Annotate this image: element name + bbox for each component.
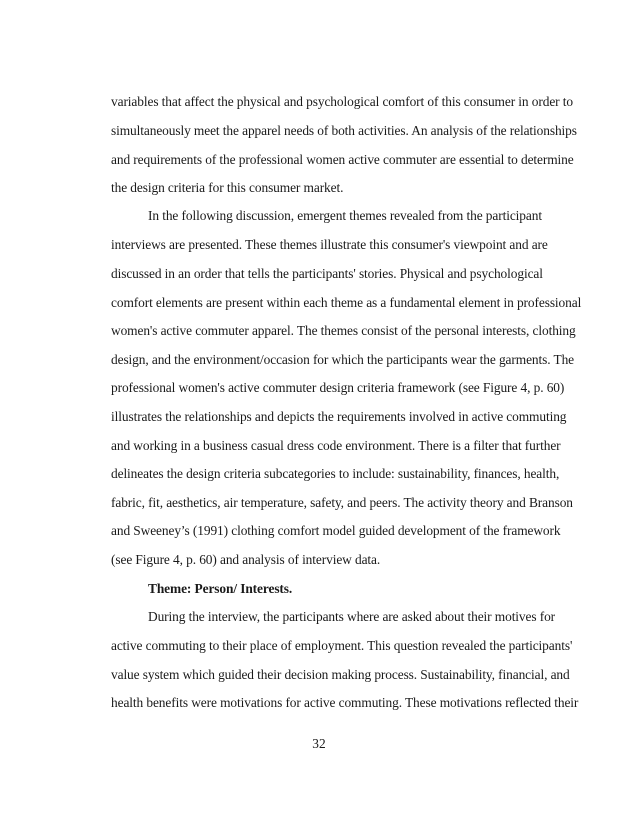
body-text-line: health benefits were motivations for active commuting. These motivations reflected their bbox=[111, 695, 579, 710]
body-text-line: interviews are presented. These themes illustrate this consumer's viewpoint and are bbox=[111, 237, 548, 252]
page-number: 32 bbox=[312, 736, 326, 751]
body-text-line: and working in a business casual dress code environment. There is a filter that further bbox=[111, 438, 561, 453]
body-text-line: delineates the design criteria subcategories to include: sustainability, finances, health, bbox=[111, 466, 560, 481]
body-text-line: In the following discussion, emergent themes revealed from the participant bbox=[148, 208, 542, 223]
body-text-line: and requirements of the professional women active commuter are essential to determine bbox=[111, 152, 574, 167]
body-text-line: discussed in an order that tells the participants' stories. Physical and psychological bbox=[111, 266, 543, 281]
body-text-line: active commuting to their place of employment. This question revealed the participants' bbox=[111, 638, 573, 653]
body-text-line: the design criteria for this consumer market. bbox=[111, 180, 344, 195]
body-text-line: and Sweeney’s (1991) clothing comfort model guided development of the framework bbox=[111, 523, 561, 538]
body-text-line: value system which guided their decision making process. Sustainability, financial, and bbox=[111, 667, 570, 682]
body-text-line: simultaneously meet the apparel needs of both activities. An analysis of the relationships bbox=[111, 123, 577, 138]
section-heading: Theme: Person/ Interests. bbox=[148, 581, 293, 596]
body-text-line: fabric, fit, aesthetics, air temperature, safety, and peers. The activity theory and Branson bbox=[111, 495, 573, 510]
body-text-line: During the interview, the participants where are asked about their motives for bbox=[148, 609, 556, 624]
body-text-line: (see Figure 4, p. 60) and analysis of interview data. bbox=[111, 552, 381, 567]
body-text-line: illustrates the relationships and depicts the requirements involved in active commuting bbox=[111, 409, 567, 424]
body-text-line: professional women's active commuter design criteria framework (see Figure 4, p. 60) bbox=[111, 380, 565, 395]
body-text-line: women's active commuter apparel. The themes consist of the personal interests, clothing bbox=[111, 323, 576, 338]
body-text-line: variables that affect the physical and psychological comfort of this consumer in order to bbox=[111, 94, 573, 109]
body-text-line: design, and the environment/occasion for which the participants wear the garments. The bbox=[111, 352, 575, 367]
body-text-line: comfort elements are present within each theme as a fundamental element in professional bbox=[111, 295, 582, 310]
